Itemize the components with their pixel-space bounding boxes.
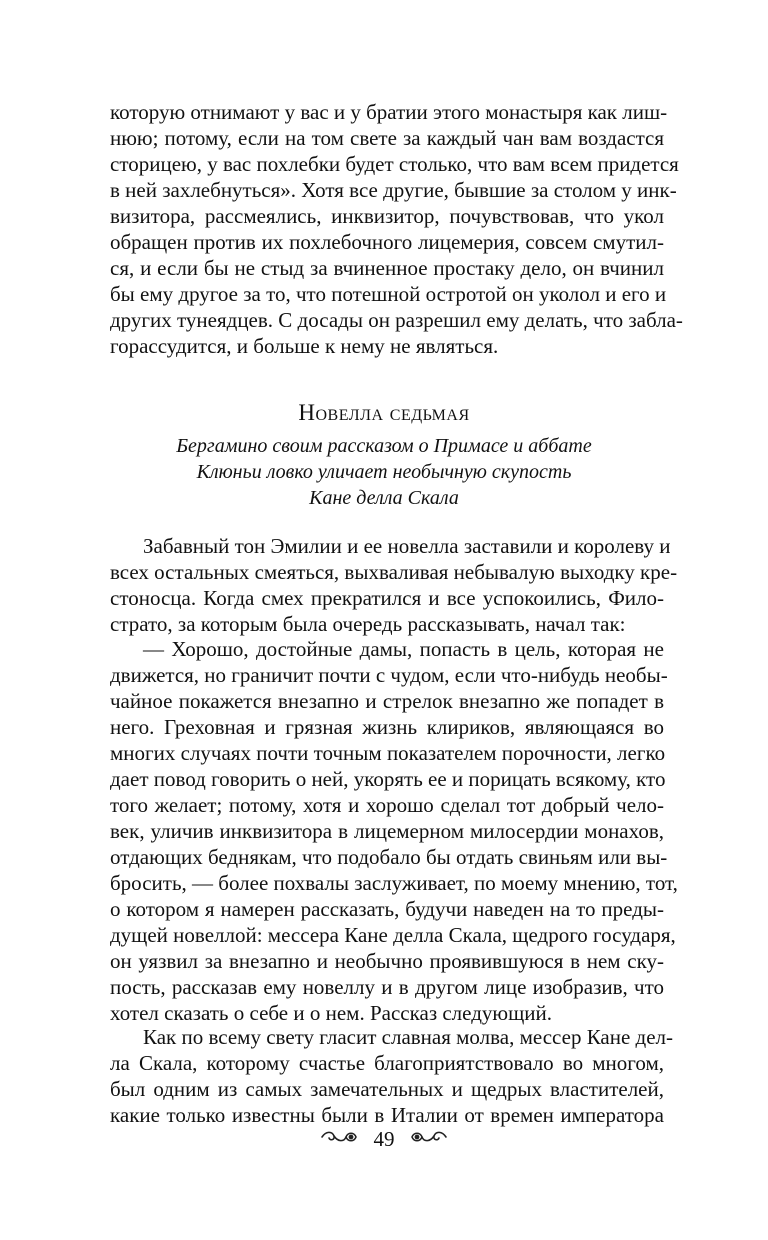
text-line: о котором я намерен рассказать, будучи наведен на то преды- [110, 897, 664, 921]
text-line: многих случаях почти точным показателем порочности, легко [110, 741, 666, 765]
text-line: страто, за которым была очередь рассказывать, начал так: [110, 612, 626, 636]
text-line: стоносца. Когда смех прекратился и все успокоились, Фило- [110, 586, 664, 610]
text-line: того желает; потому, хотя и хорошо сделал тот добрый чело- [110, 793, 664, 817]
text-line: сторицею, у вас похлебки будет столько, что вам всем придется [110, 152, 679, 176]
text-line: он уязвил за внезапно и необычно проявившуюся в нем ску- [110, 949, 664, 973]
text-line: горассудится, и больше к нему не являться. [110, 334, 499, 358]
text-line: движется, но граничит почти с чудом, если что-нибудь необы- [110, 663, 668, 687]
ornament-flourish-icon [320, 1126, 358, 1152]
text-line: был одним из самых замечательных и щедрых властителей, [110, 1077, 664, 1101]
text-line: — Хорошо, достойные дамы, попасть в цель, которая не [143, 637, 664, 661]
text-line: хотел сказать о себе и о нем. Рассказ следующий. [110, 1001, 552, 1025]
text-line: него. Греховная и грязная жизнь клириков, являющаяся во [110, 715, 664, 739]
text-line: какие только известны были в Италии от времен императора [110, 1103, 664, 1127]
text-line: ла Скала, которому счастье благоприятствовало во многом, [110, 1051, 664, 1075]
text-line: чайное покажется внезапно и стрелок внезапно же попадет в [110, 689, 664, 713]
text-line: нюю; потому, если на том свете за каждый чан вам воздастся [110, 126, 664, 150]
text-line: отдающих беднякам, что подобало бы отдать свиньям или вы- [110, 845, 668, 869]
text-line: визитора, рассмеялись, инквизитор, почувствовав, что укол [110, 204, 664, 228]
text-line: обращен против их похлебочного лицемерия, совсем смутил- [110, 230, 664, 254]
page-footer [0, 1124, 768, 1152]
page-number: 49 [373, 1127, 395, 1152]
text-line: бы ему другое за то, что потешной остротой он уколол и его и [110, 282, 667, 306]
text-line: пость, рассказав ему новеллу и в другом лице изобразив, что [110, 975, 664, 999]
text-line: других тунеядцев. С досады он разрешил ему делать, что забла- [110, 308, 683, 332]
chapter-subtitle-line: Клюньи ловко уличает необычную скупость [196, 461, 572, 483]
text-line: Забавный тон Эмилии и ее новелла заставили и королеву и [143, 534, 671, 558]
text-line: дущей новеллой: мессера Кане делла Скала, щедрого государя, [110, 923, 676, 947]
chapter-subtitle-line: Кане делла Скала [309, 487, 459, 509]
text-line: в ней захлебнуться». Хотя все другие, бывшие за столом у инк- [110, 178, 677, 202]
text-line: дает повод говорить о ней, укорять ее и порицать всякому, кто [110, 767, 666, 791]
ornament-flourish-icon [410, 1126, 448, 1152]
text-line: бросить, — более похвалы заслуживает, по моему мнению, тот, [110, 871, 678, 895]
text-line: всех остальных смеяться, выхваливая небывалую выходку кре- [110, 560, 678, 584]
chapter-subtitle-line: Бергамино своим рассказом о Примасе и аббате [176, 435, 592, 457]
chapter-heading: Новелла седьмая [298, 400, 470, 425]
text-line: ся, и если бы не стыд за вчиненное простаку дело, он вчинил [110, 256, 664, 280]
text-line: которую отнимают у вас и у братии этого монастыря как лиш- [110, 100, 668, 124]
text-line: век, уличив инквизитора в лицемерном милосердии монахов, [110, 819, 664, 843]
text-line: Как по всему свету гласит славная молва, мессер Кане дел- [143, 1025, 674, 1049]
